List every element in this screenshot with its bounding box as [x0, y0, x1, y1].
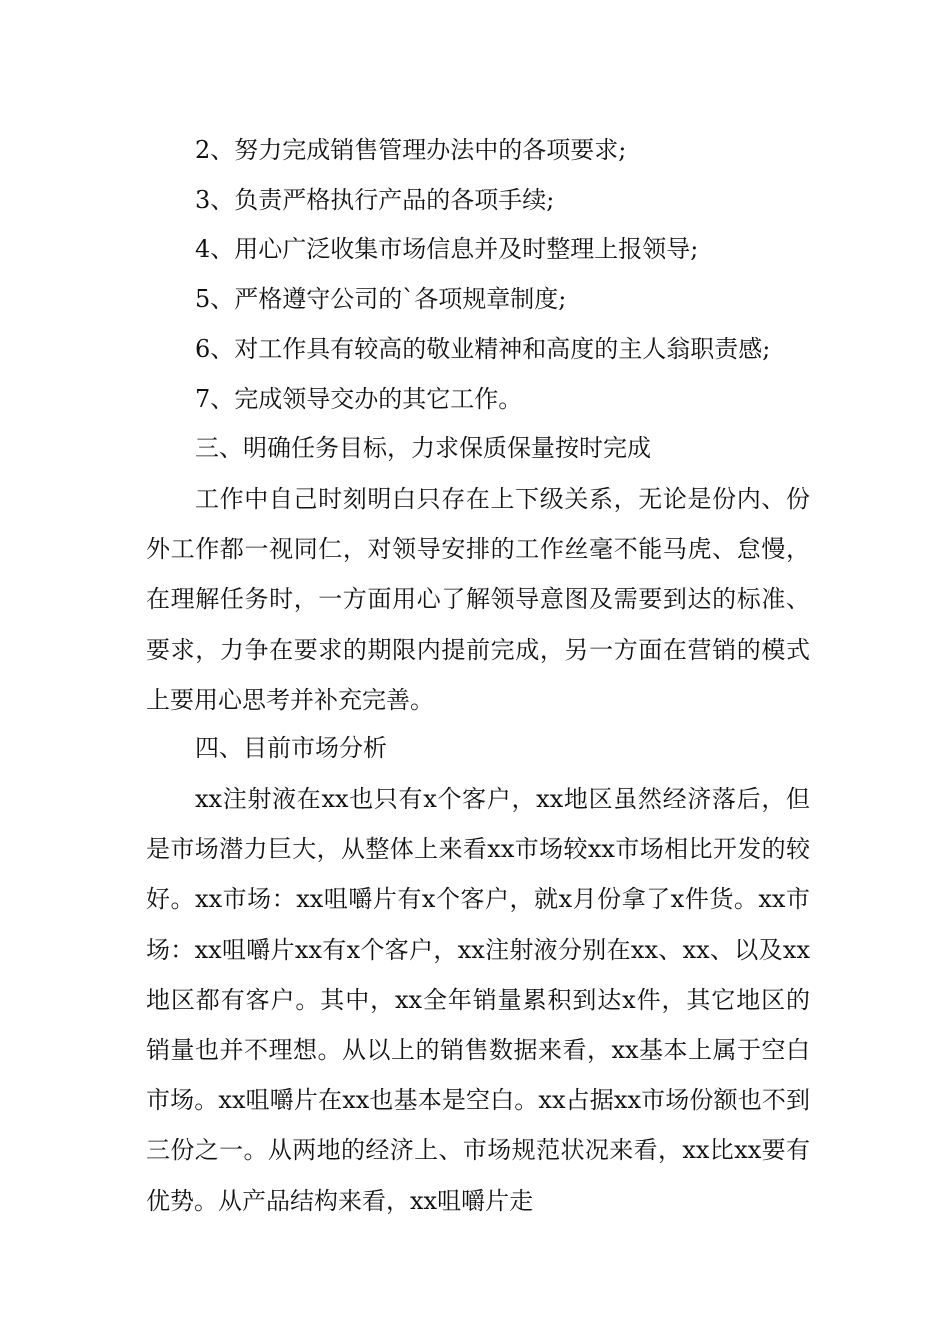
list-item-6: 6、对工作具有较高的敬业精神和高度的主人翁职责感;: [195, 335, 771, 363]
list-item-7: 7、完成领导交办的其它工作。: [195, 385, 523, 413]
list-item-5: 5、严格遵守公司的`各项规章制度;: [195, 285, 567, 313]
list-item-3: 3、负责严格执行产品的各项手续;: [195, 186, 555, 214]
section-3-paragraph: 工作中自己时刻明白只存在上下级关系，无论是份内、份外工作都一视同仁，对领导安排的工作丝毫不能马虎、怠慢，在理解任务时，一方面用心了解领导意图及需要到达的标准、要求，力争在要求的期限内提前完成，另一方面在营销的模式上要用心思考并补充完善。: [146, 485, 810, 714]
section-3-heading: 三、明确任务目标，力求保质保量按时完成: [195, 434, 651, 462]
list-item-2: 2、努力完成销售管理办法中的各项要求;: [195, 136, 627, 164]
section-4-heading: 四、目前市场分析: [195, 734, 387, 762]
section-4-paragraph: xx注射液在xx也只有x个客户，xx地区虽然经济落后，但是市场潜力巨大，从整体上来看xx市场较xx市场相比开发的较好。xx市场：xx咀嚼片有x个客户，就x月份拿了x件货。xx市场：xx咀嚼片xx有x个客户，xx注射液分别在xx、xx、以及xx地区都有客户。其中，xx全年销量累积到达x件，其它地区的销量也并不理想。从以上的销售数据来看，xx基本上属于空白市场。xx咀嚼片在xx也基本是空白。xx占据xx市场份额也不到三份之一。从两地的经济上、市场规范状况来看，xx比xx要有优势。从产品结构来看，xx咀嚼片走: [146, 785, 810, 1215]
list-item-4: 4、用心广泛收集市场信息并及时整理上报领导;: [195, 235, 699, 263]
